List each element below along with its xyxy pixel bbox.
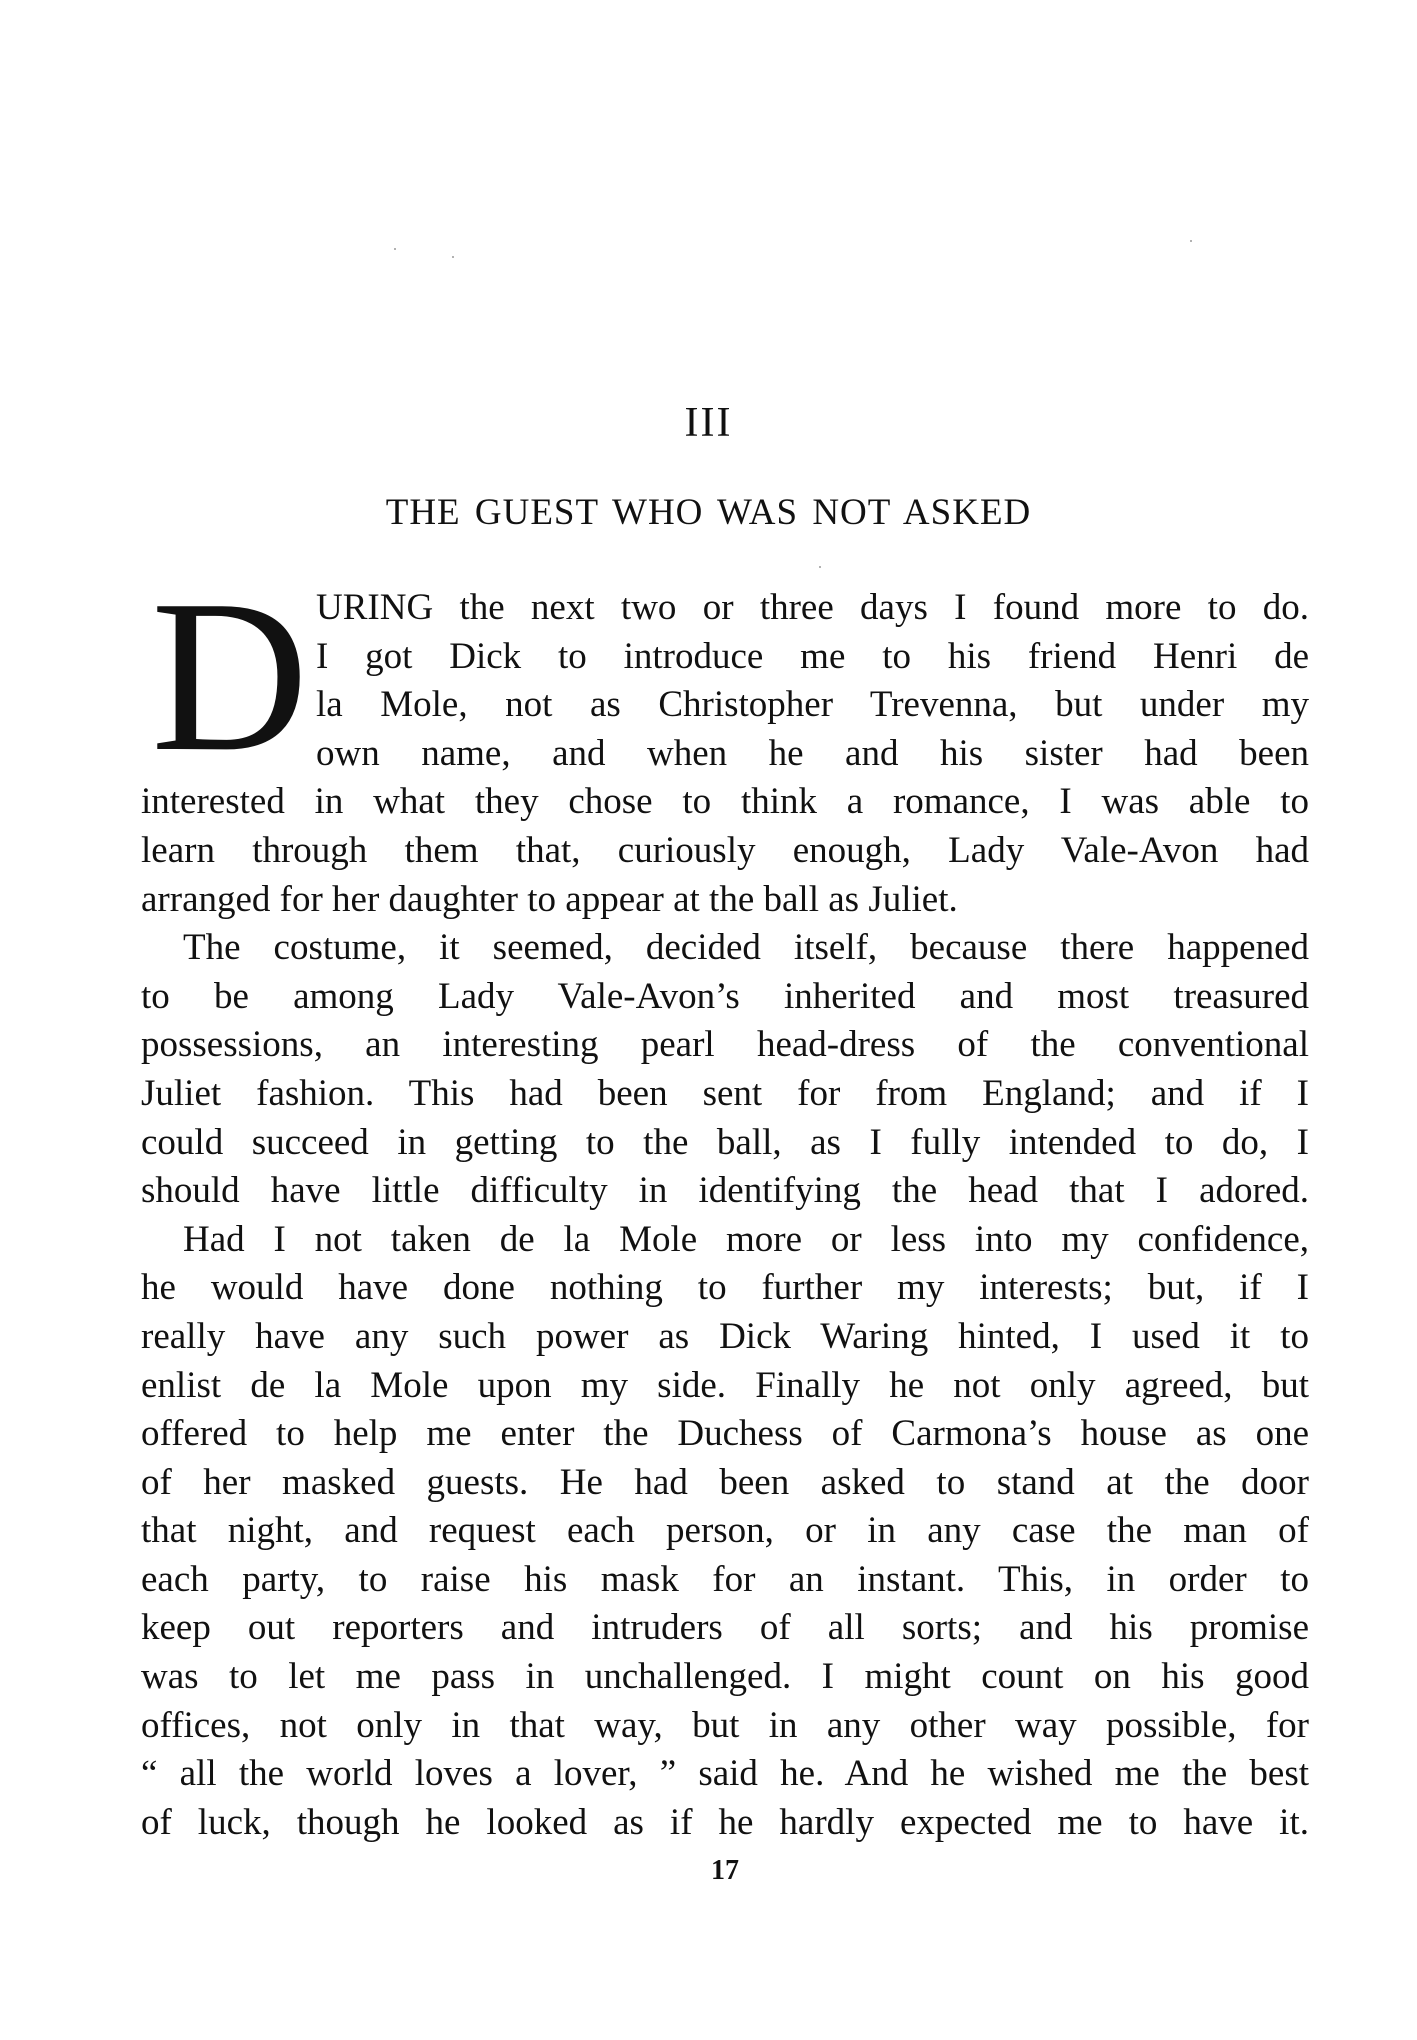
paper-speck — [394, 248, 396, 250]
text-line: each party, to raise his mask for an instant. This, in order to — [141, 1558, 1309, 1600]
text-line: The costume, it seemed, decided itself, because there happened — [183, 927, 1309, 969]
dropcap-lines — [316, 584, 1309, 778]
text-line: arranged for her daughter to appear at the ball as Juliet. — [141, 878, 958, 920]
text-line: he would have done nothing to further my interests; but, if I — [141, 1267, 1309, 1309]
chapter-number: III — [684, 400, 733, 446]
page-number: 17 — [711, 1855, 739, 1887]
text-line: really have any such power as Dick Waring hinted, I used it to — [141, 1315, 1309, 1357]
text-line: offered to help me enter the Duchess of Carmona’s house as one — [141, 1413, 1309, 1455]
text-line: to be among Lady Vale-Avon’s inherited and most treasured — [141, 975, 1309, 1017]
text-line: I got Dick to introduce me to his friend Henri de — [316, 635, 1309, 677]
paper-speck — [452, 256, 454, 258]
text-line: Had I not taken de la Mole more or less into my confidence, — [183, 1218, 1309, 1260]
paper-speck — [819, 566, 821, 568]
text-line: keep out reporters and intruders of all sorts; and his promise — [141, 1607, 1309, 1649]
text-line: of her masked guests. He had been asked to stand at the door — [141, 1461, 1309, 1503]
text-line: possessions, an interesting pearl head-dress of the conventional — [141, 1024, 1309, 1066]
text-line: learn through them that, curiously enough, Lady Vale-Avon had — [141, 829, 1309, 871]
text-line: enlist de la Mole upon my side. Finally he not only agreed, but — [141, 1364, 1309, 1406]
text-line: could succeed in getting to the ball, as I fully intended to do, I — [141, 1121, 1309, 1163]
text-line: of luck, though he looked as if he hardly expected me to have it. — [141, 1801, 1309, 1843]
paragraph-3 — [141, 1216, 1309, 1848]
text-line: “ all the world loves a lover, ” said he. And he wished me the best — [141, 1753, 1309, 1795]
text-line: la Mole, not as Christopher Trevenna, but under my — [316, 684, 1309, 726]
chapter-title: THE GUEST WHO WAS NOT ASKED — [385, 492, 1032, 533]
opening-paragraph — [141, 556, 1309, 797]
text-line: offices, not only in that way, but in any other way possible, for — [141, 1704, 1309, 1746]
text-line: was to let me pass in unchallenged. I might count on his good — [141, 1656, 1309, 1698]
text-line: that night, and request each person, or in any case the man of — [141, 1510, 1309, 1552]
text-line: interested in what they chose to think a romance, I was able to — [141, 781, 1309, 823]
text-line: own name, and when he and his sister had been — [316, 732, 1309, 774]
text-line: Juliet fashion. This had been sent for from England; and if I — [141, 1072, 1309, 1114]
body-text — [141, 556, 1309, 1895]
text-line: URING the next two or three days I found more to do. — [316, 587, 1309, 628]
text-line: should have little difficulty in identifying the head that I adored. — [141, 1170, 1309, 1212]
paragraph-2 — [141, 924, 1309, 1216]
drop-cap: D — [151, 556, 309, 797]
paper-speck — [1190, 240, 1192, 242]
